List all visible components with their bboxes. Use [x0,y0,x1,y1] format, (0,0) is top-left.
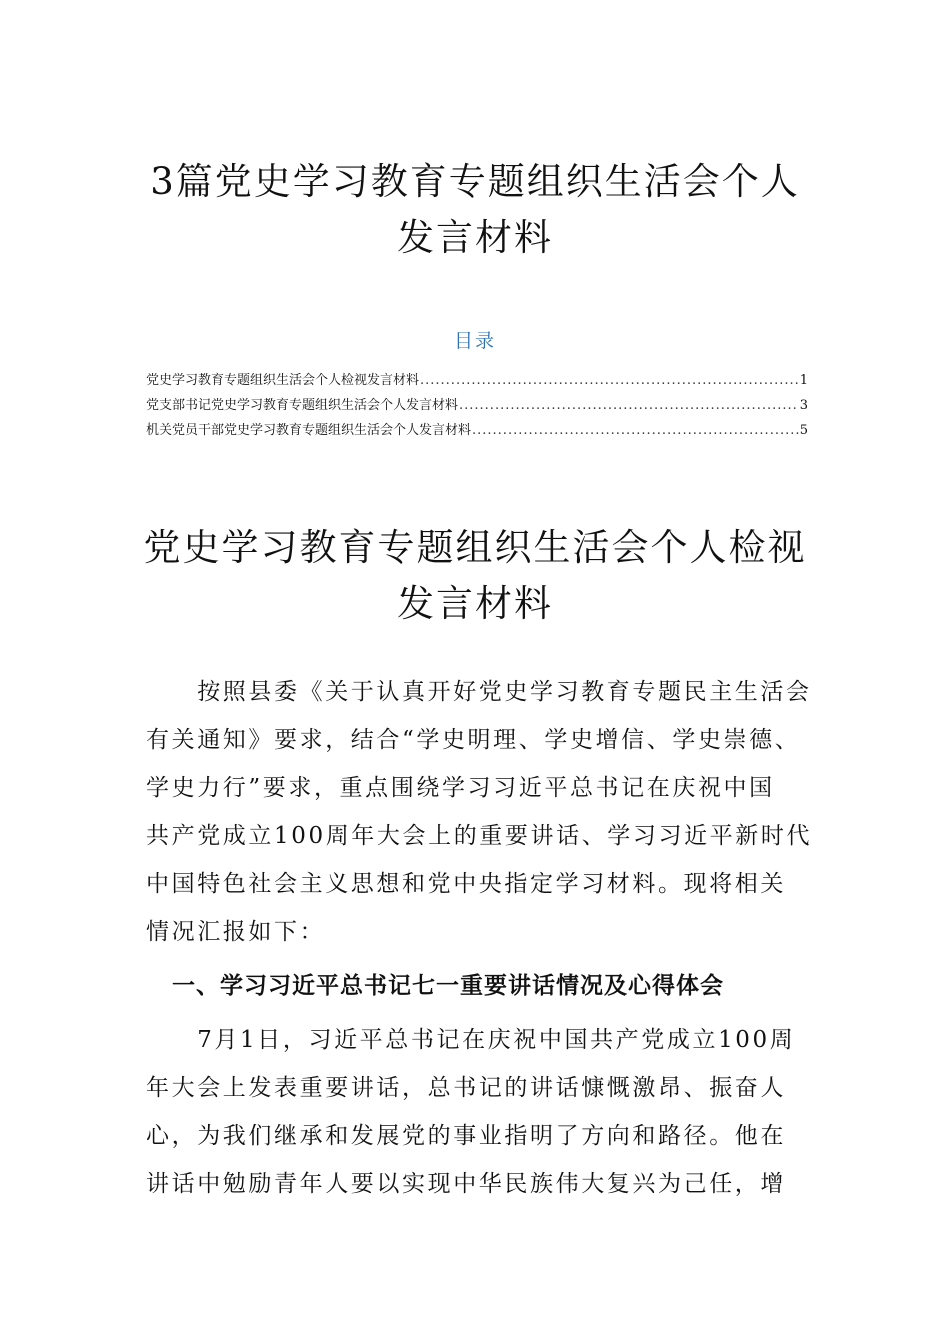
paragraph-line: 按照县委《关于认真开好党史学习教育专题民主生活会 [146,679,812,705]
toc-entry-3[interactable] [146,418,808,443]
subheading: 一、学习习近平总书记七一重要讲话情况及心得体会 [172,973,724,999]
toc-dot-leader [420,368,799,393]
toc-heading: 目录 [453,330,496,352]
toc-page-number: 3 [799,398,808,413]
section-title-line: 发言材料 [397,582,553,625]
toc-page-number: 5 [799,423,808,438]
table-of-contents [146,368,808,443]
paragraph-line: 心，为我们继承和发展党的事业指明了方向和路径。他在 [146,1123,786,1149]
paragraph-line: 学史力行”要求，重点围绕学习习近平总书记在庆祝中国 [146,775,775,801]
toc-entry-text: 机关党员干部党史学习教育专题组织生活会个人发言材料 [146,423,472,438]
toc-page-number: 1 [799,373,808,388]
paragraph-line: 中国特色社会主义思想和党中央指定学习材料。现将相关 [146,871,786,897]
toc-dot-leader [459,393,799,418]
toc-entry-text: 党支部书记党史学习教育专题组织生活会个人发言材料 [146,398,459,413]
body-paragraph [146,1016,806,1208]
paragraph-line: 有关通知》要求，结合“学史明理、学史增信、学史崇德、 [146,727,801,753]
document-title-line: 3篇党史学习教育专题组织生活会个人 [150,160,800,203]
paragraph-line: 情况汇报如下： [146,919,326,945]
section-title [100,520,850,632]
paragraph-line: 共产党成立100周年大会上的重要讲话、学习习近平新时代 [146,823,813,849]
paragraph-line: 年大会上发表重要讲话，总书记的讲话慷慨激昂、振奋人 [146,1075,786,1101]
paragraph-line: 讲话中勉励青年人要以实现中华民族伟大复兴为己任，增 [146,1171,786,1197]
document-title [100,154,850,266]
toc-entry-1[interactable] [146,368,808,393]
toc-dot-leader [472,418,799,443]
toc-entry-text: 党史学习教育专题组织生活会个人检视发言材料 [146,373,420,388]
document-title-line: 发言材料 [397,216,553,259]
intro-paragraph [146,668,813,956]
paragraph-line: 7月1日，习近平总书记在庆祝中国共产党成立100周 [146,1027,796,1053]
toc-entry-2[interactable] [146,393,808,418]
section-title-line: 党史学习教育专题组织生活会个人检视 [143,526,807,569]
